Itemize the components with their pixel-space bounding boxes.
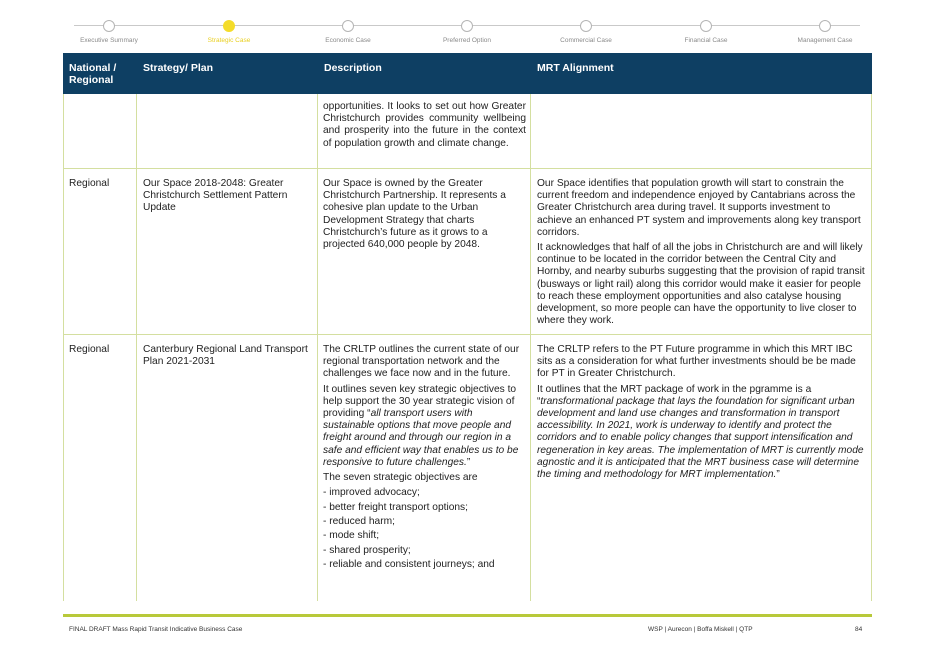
table-row-continuation	[323, 101, 526, 153]
row-level: Regional	[69, 178, 110, 189]
text-span: It outlines seven key strategic objectives to help support the 30 year strategic vision of providing “	[323, 383, 517, 420]
step-commercial-case[interactable]	[526, 14, 646, 44]
row-alignment	[537, 178, 866, 330]
step-dot	[103, 20, 115, 32]
step-dot-active	[223, 20, 235, 32]
progress-steps	[64, 14, 870, 48]
step-executive-summary[interactable]	[49, 14, 169, 44]
header-strategy: Strategy/ Plan	[143, 62, 214, 74]
row-divider	[63, 334, 872, 335]
header-level: National / Regional	[69, 62, 117, 86]
table-border-right	[871, 94, 872, 601]
row-strategy: Our Space 2018-2048: Greater Christchurch Settlement Pattern Update	[143, 178, 288, 214]
column-divider	[317, 94, 318, 601]
objectives-list	[323, 487, 526, 571]
list-item: - reduced harm;	[323, 516, 395, 528]
description-text	[323, 384, 526, 469]
step-economic-case[interactable]	[288, 14, 408, 44]
column-divider	[136, 94, 137, 601]
table-border-left	[63, 94, 64, 601]
row-divider	[63, 168, 872, 169]
list-item: - mode shift;	[323, 530, 380, 542]
step-label: Executive Summary	[80, 37, 138, 44]
description-text: The seven strategic objectives are	[323, 472, 478, 484]
footer-rule	[63, 614, 872, 617]
step-label: Financial Case	[684, 37, 728, 44]
header-description: Description	[324, 62, 382, 74]
quote-text: all transport users with sustainable options that move people and freight around and through our region in a safe and efficient way that enables us to be responsive to future challenges.	[323, 408, 519, 468]
step-label: Commercial Case	[560, 37, 612, 44]
alignment-text: Our Space identifies that population growth will start to constrain the current freedom and independence enjoyed by Cantabrians across the Greater Christchurch area during travel. It supports investment to achieve an enhanced PT system and improvements along key transport corridors.	[537, 178, 861, 238]
alignment-text: The CRLTP refers to the PT Future programme in which this MRT IBC sits as a consideration for what further investments should be be made for PT in Greater Christchurch.	[537, 344, 856, 380]
step-financial-case[interactable]	[646, 14, 766, 44]
step-preferred-option[interactable]	[407, 14, 527, 44]
footer-authors: WSP | Aurecon | Boffa Miskell | QTP	[648, 626, 753, 633]
column-divider	[530, 94, 531, 601]
step-dot	[461, 20, 473, 32]
description-text: opportunities. It looks to set out how Greater Christchurch provides community wellbeing and prosperity into the future in the context of population growth and climate change.	[323, 101, 526, 149]
row-description	[323, 344, 526, 574]
alignment-text	[537, 384, 866, 482]
step-label: Economic Case	[325, 37, 371, 44]
row-level: Regional	[69, 344, 110, 355]
page-number: 84	[855, 626, 863, 633]
list-item: - shared prosperity;	[323, 544, 411, 556]
step-dot	[819, 20, 831, 32]
step-management-case[interactable]	[765, 14, 885, 44]
text-span: It outlines that the MRT package of work in the pgramme is a “	[537, 383, 812, 407]
description-text: The CRLTP outlines the current state of our regional transportation network and the challenges we face now and in the future.	[323, 344, 520, 380]
header-alignment: MRT Alignment	[537, 62, 614, 74]
text-span: ”	[466, 456, 471, 468]
description-text: Our Space is owned by the Greater Christchurch Partnership. It represents a cohesive plan update to the Urban Development Strategy that charts Christchurch’s future as it grows to a projected 640,000 people by 2048.	[323, 178, 506, 251]
row-strategy: Canterbury Regional Land Transport Plan 2021-2031	[143, 344, 308, 368]
text-span: ”	[776, 469, 780, 481]
list-item: - improved advocacy;	[323, 487, 420, 499]
step-label: Management Case	[797, 37, 853, 44]
step-label: Preferred Option	[442, 37, 492, 44]
step-label: Strategic Case	[207, 37, 251, 44]
table-header	[63, 53, 872, 94]
quote-text: transformational package that lays the foundation for significant urban development and land use changes and transformation in transport accessibility. In 2021, work is underway to identify and protect the corridors and to enable policy changes that support intensification and regeneration in key areas. The implementation of MRT is currently mode agnostic and it is anticipated that the MRT business case will determine the timing and methodology for MRT implementation.	[537, 395, 864, 481]
list-item: - better freight transport options;	[323, 501, 468, 513]
step-dot	[700, 20, 712, 32]
row-alignment	[537, 344, 866, 484]
alignment-text: It acknowledges that half of all the jobs in Christchurch are and will likely continue to be located in the corridor between the Central City and Hornby, and nearby suburbs suggesting that the provision of rapid transit (busways or light rail) along this corridor would make it easier for people to reach these employment opportunities and also catalyse housing development, so more people can have the opportunity to live closer to where they work.	[537, 242, 865, 327]
step-strategic-case[interactable]	[169, 14, 289, 44]
footer-document-title: FINAL DRAFT Mass Rapid Transit Indicative Business Case	[69, 626, 243, 633]
row-description	[323, 178, 526, 254]
step-dot	[580, 20, 592, 32]
list-item: - reliable and consistent journeys; and	[323, 559, 495, 571]
step-dot	[342, 20, 354, 32]
